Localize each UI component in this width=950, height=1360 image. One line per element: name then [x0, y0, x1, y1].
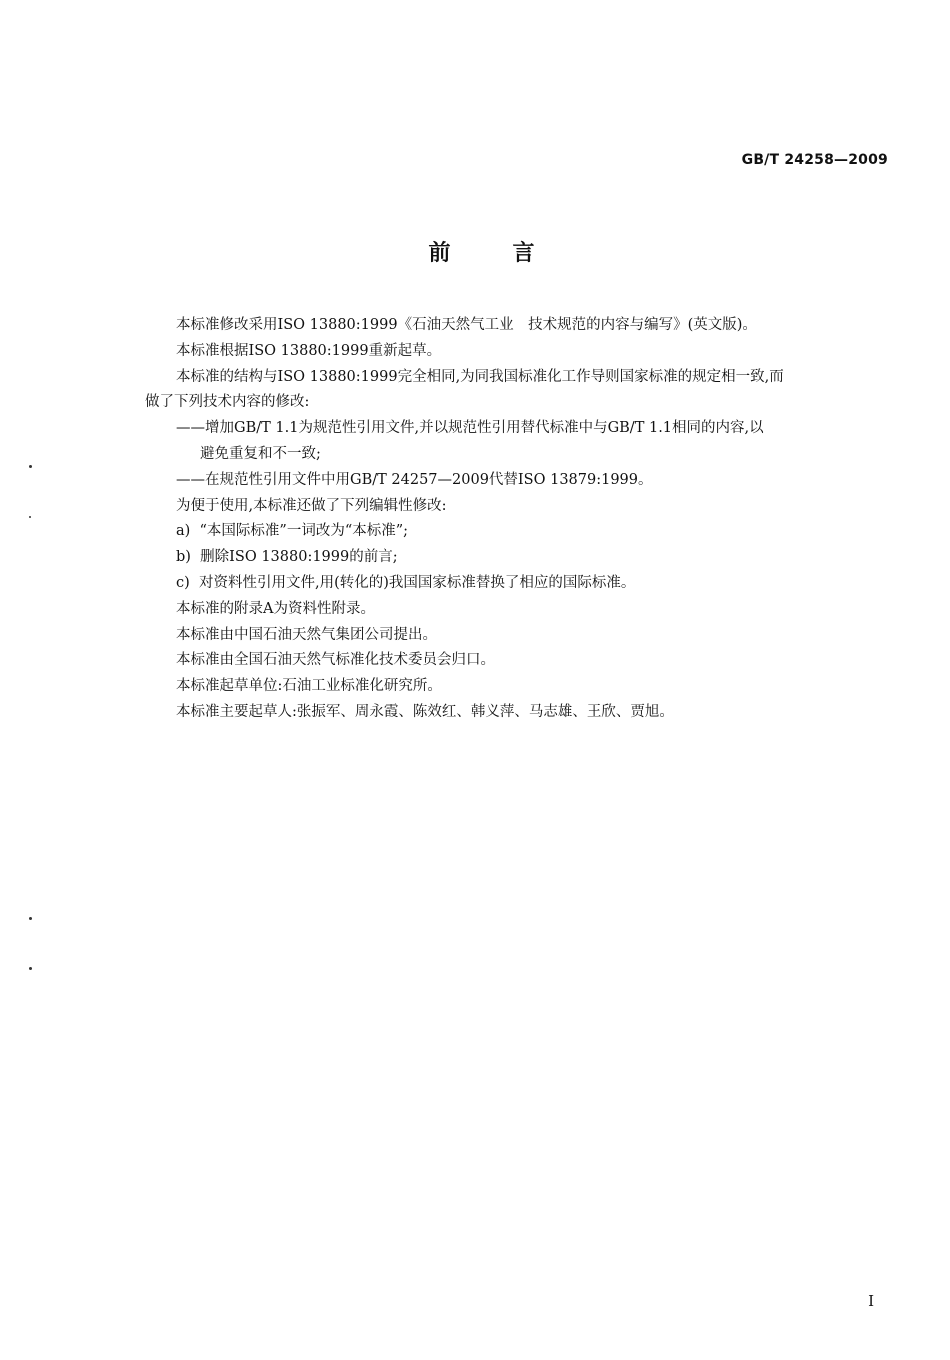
standard-number: GB/T 24258—2009	[741, 152, 888, 168]
list-item-b: b) 删除ISO 13880:1999的前言;	[176, 549, 398, 566]
dash-item-gbt11: ——增加GB/T 1.1为规范性引用文件,并以规范性引用替代标准中与GB/T 1.1相同的内容,以	[176, 420, 764, 437]
list-item-a: a) “本国际标准”一词改为“本标准”;	[176, 523, 409, 540]
paragraph-annex: 本标准的附录A为资料性附录。	[176, 600, 375, 617]
scan-speck	[29, 967, 32, 970]
paragraph-adoption: 本标准修改采用ISO 13880:1999《石油天然气工业 技术规范的内容与编写》(英文版)。	[176, 317, 757, 333]
paragraph-structure: 本标准的结构与ISO 13880:1999完全相同,为同我国标准化工作导则国家标准的规定相一致,而	[176, 368, 784, 385]
scan-speck	[29, 465, 32, 468]
list-item-c: c) 对资料性引用文件,用(转化的)我国国家标准替换了相应的国际标准。	[176, 574, 636, 591]
paragraph-managed-by: 本标准由全国石油天然气标准化技术委员会归口。	[176, 652, 495, 669]
paragraph-editorial: 为便于使用,本标准还做了下列编辑性修改:	[176, 497, 447, 514]
foreword-body	[145, 313, 888, 726]
scan-speck	[29, 917, 32, 920]
paragraph-structure-cont: 做了下列技术内容的修改:	[145, 394, 310, 411]
paragraph-drafters: 本标准主要起草人:张振军、周永霞、陈效红、韩义萍、马志雄、王欣、贾旭。	[176, 703, 674, 720]
dash-item-gbt11-cont: 避免重复和不一致;	[200, 445, 321, 462]
scan-speck	[29, 516, 31, 518]
paragraph-proposed-by: 本标准由中国石油天然气集团公司提出。	[176, 626, 437, 643]
page-number: I	[868, 1292, 874, 1310]
dash-item-replace-iso: ——在规范性引用文件中用GB/T 24257—2009代替ISO 13879:1999。	[176, 471, 653, 488]
paragraph-drafting-unit: 本标准起草单位:石油工业标准化研究所。	[176, 678, 442, 695]
paragraph-redrafted: 本标准根据ISO 13880:1999重新起草。	[176, 342, 442, 359]
page-title: 前言	[428, 241, 597, 266]
